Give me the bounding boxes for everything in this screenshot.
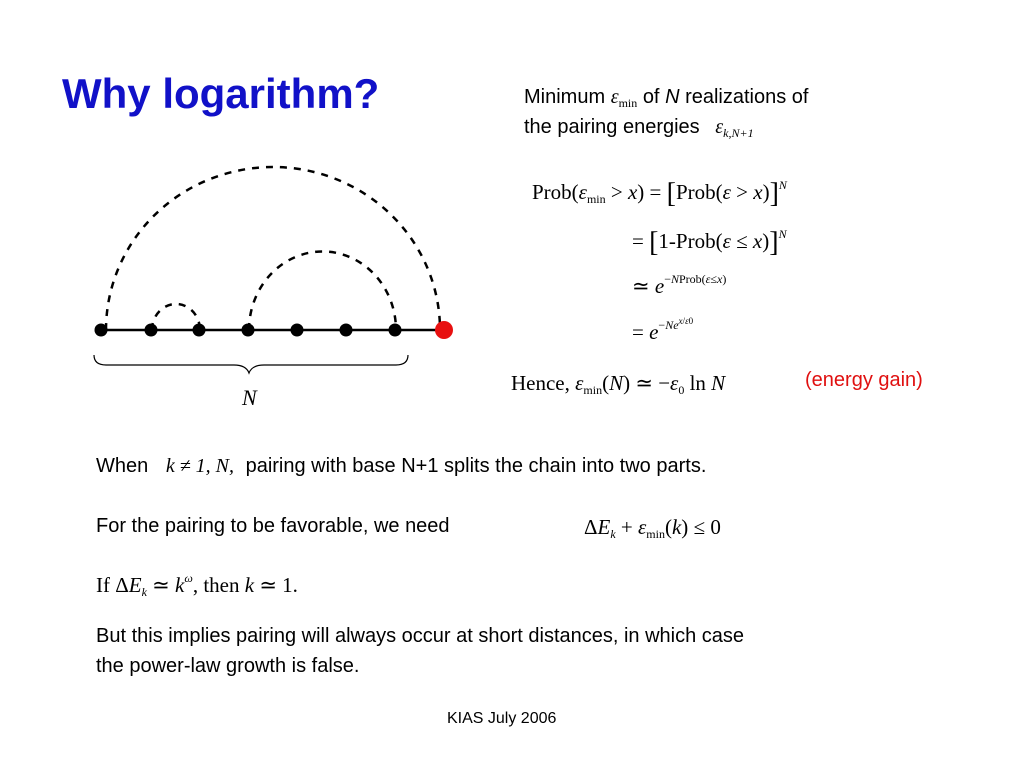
- chain-end-node: [435, 321, 453, 339]
- intro-realizations: realizations of: [685, 86, 809, 108]
- hence-line: Hence, $\varepsilon_{min}(N)$ ≃ $-\varepsilon_0$ ln N: [511, 371, 726, 397]
- chain-node: [242, 324, 255, 337]
- chain-node: [145, 324, 158, 337]
- intro-pairing-energies: the pairing energies: [524, 116, 700, 138]
- chain-node: [340, 324, 353, 337]
- footer-text: KIAS July 2006: [447, 710, 557, 727]
- equation-3: ≃ $e^{-NProb(\varepsilon\le x)}$: [632, 272, 727, 298]
- small-arc: [152, 304, 200, 330]
- when-label: When: [96, 455, 149, 477]
- chain-node: [389, 324, 402, 337]
- brace-label-N: N: [242, 385, 257, 410]
- when-rest: pairing with base N+1 splits the chain into two parts.: [245, 455, 707, 477]
- outer-arc: [106, 167, 440, 330]
- favorable-text: For the pairing to be favorable, we need: [96, 515, 450, 537]
- intro-N: N: [665, 86, 680, 108]
- equation-4: = $e^{-Ne^{x/\varepsilon 0}}$: [632, 316, 694, 344]
- chain-brace: [94, 355, 408, 373]
- equation-1: $Prob(\varepsilon_{min} > x)$ = [Prob(ε > x)]$^N$: [532, 178, 787, 209]
- chain-node: [193, 324, 206, 337]
- equation-2: = [1-Prob(ε ≤ x)]$^N$: [632, 227, 787, 258]
- slide-title: Why logarithm?: [62, 70, 380, 117]
- when-line: [96, 455, 706, 478]
- intro-of: of: [642, 86, 660, 108]
- pairing-chain-diagram: [84, 160, 464, 420]
- middle-arc: [249, 251, 396, 330]
- eps-k-symbol: $\varepsilon_{k,N+1}$: [715, 116, 754, 140]
- hence-label: Hence,: [511, 371, 570, 395]
- if-expr: If $\Delta E_k$ ≃ $k^\omega$, then k ≃ 1.: [96, 571, 298, 599]
- conclusion-line-1: But this implies pairing will always occur at short distances, in which case: [96, 625, 745, 647]
- intro-minimum: Minimum: [524, 86, 606, 108]
- conclusion-line-2: the power-law growth is false.: [96, 655, 360, 677]
- when-condition: k ≠ 1, N,: [165, 455, 235, 477]
- intro-line-2: [524, 116, 754, 141]
- chain-node: [291, 324, 304, 337]
- energy-gain-label: (energy gain): [805, 369, 923, 391]
- chain-node: [95, 324, 108, 337]
- intro-line-1: [524, 86, 808, 111]
- favorable-expr: $\Delta E_k + \varepsilon_{min}(k) \le 0$: [584, 515, 721, 541]
- eps-min-symbol: $\varepsilon_{min}$: [610, 86, 638, 110]
